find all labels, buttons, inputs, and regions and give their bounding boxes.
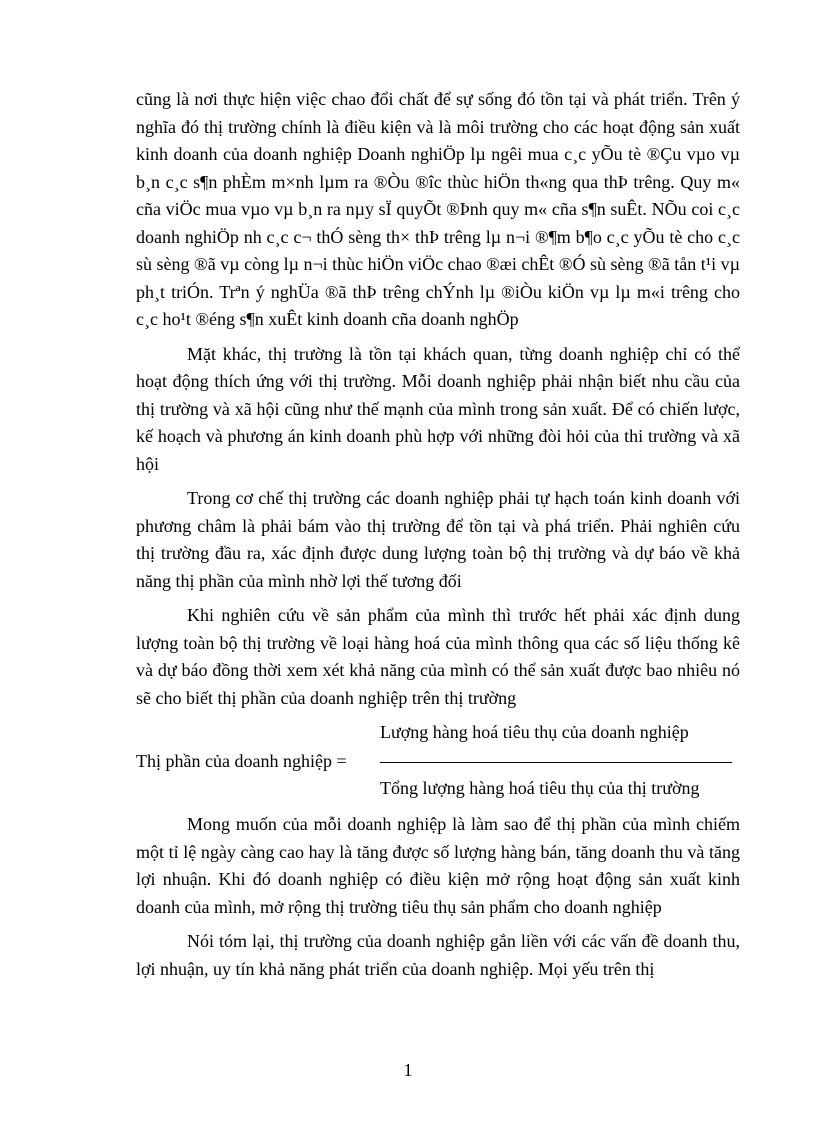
formula-denominator: Tổng lượng hàng hoá tiêu thụ của thị trường: [380, 778, 700, 798]
fraction-bar: [380, 762, 732, 763]
market-share-formula: [136, 719, 740, 805]
page-number: 1: [403, 1060, 413, 1080]
formula-numerator: Lượng hàng hoá tiêu thụ của doanh nghiệp: [380, 722, 689, 742]
paragraph-summary: Nói tóm lại, thị trường của doanh nghiệp gắn liền với các vấn đề doanh thu, lợi nhuận, uy tín khả năng phát triển của doanh nghiệp. Mọi yếu trên thị: [136, 931, 740, 979]
paragraph-business-goals: Mong muốn của mỗi doanh nghiệp là làm sao để thị phần của mình chiếm một tỉ lệ ngày càng cao hay là tăng được số lượng hàng bán, tăng doanh thu và tăng lợi nhuận. Khi đó doanh nghiệp có điều kiện mở rộng hoạt động sản xuất kinh doanh của mình, mở rộng thị trường tiêu thụ sản phẩm cho doanh nghiệp: [136, 814, 740, 917]
document-body: [136, 86, 740, 990]
paragraph-market-mechanism: Trong cơ chế thị trường các doanh nghiệp phải tự hạch toán kinh doanh với phương châm là phải bám vào thị trường để tồn tại và phá triển. Phải nghiên cứu thị trường đầu ra, xác định được dung lượng toàn bộ thị trường và dự báo về khả năng thị phần của mình nhờ lợi thế tương đối: [136, 488, 740, 591]
paragraph-objective-market: Mặt khác, thị trường là tồn tại khách quan, từng doanh nghiệp chỉ có thể hoạt động thích ứng với thị trường. Mỗi doanh nghiệp phải nhận biết nhu cầu của thị trường và xã hội cũng như thế mạnh của mình trong sản xuất. Để có chiến lược, kế hoạch và phương án kinh doanh phù hợp với những đòi hỏi của thi trường và xã hội: [136, 343, 740, 474]
formula-lhs: Thị phần của doanh nghiệp =: [136, 751, 347, 771]
paragraph-market-definition: cũng là nơi thực hiện việc chao đổi chất để sự sống đó tồn tại và phát triển. Trên ý nghĩa đó thị trường chính là điều kiện và là môi trường cho các hoạt động sản xuất kinh doanh của doanh nghiệp Doanh nghiÖp lµ ngêi mua c¸c yÕu tè ®Çu vµo vµ b¸n c¸c s¶n phÈm m×nh lµm ra ®Òu ®îc thùc hiÖn th«ng qua thÞ trêng. Quy m« cña viÖc mua vµo vµ b¸n ra nµy sÏ quyÕt ®Þnh quy m« cña s¶n suÊt. NÕu coi c¸c doanh nghiÖp nh c¸c c¬ thÓ sèng th× thÞ trêng lµ n¬i ®¶m b¶o c¸c yÕu tè cho c¸c sù sèng ®ã vµ còng lµ n¬i thùc hiÖn viÖc chao ®æi chÊt ®Ó sù sèng ®ã tån t¹i vµ ph¸t triÓn. Trªn ý nghÜa ®ã thÞ trêng chÝnh lµ ®iÒu kiÖn vµ lµ m«i trêng cho c¸c ho¹t ®éng s¶n xuÊt kinh doanh cña doanh nghÖp: [136, 89, 740, 329]
paragraph-product-research: Khi nghiên cứu về sản phẩm của mình thì trước hết phải xác định dung lượng toàn bộ thị trường về loại hàng hoá của mình thông qua các số liệu thống kê và dự báo đồng thời xem xét khả năng của mình có thể sản xuất được bao nhiêu nó sẽ cho biết thị phần của doanh nghiệp trên thị trường: [136, 605, 740, 708]
